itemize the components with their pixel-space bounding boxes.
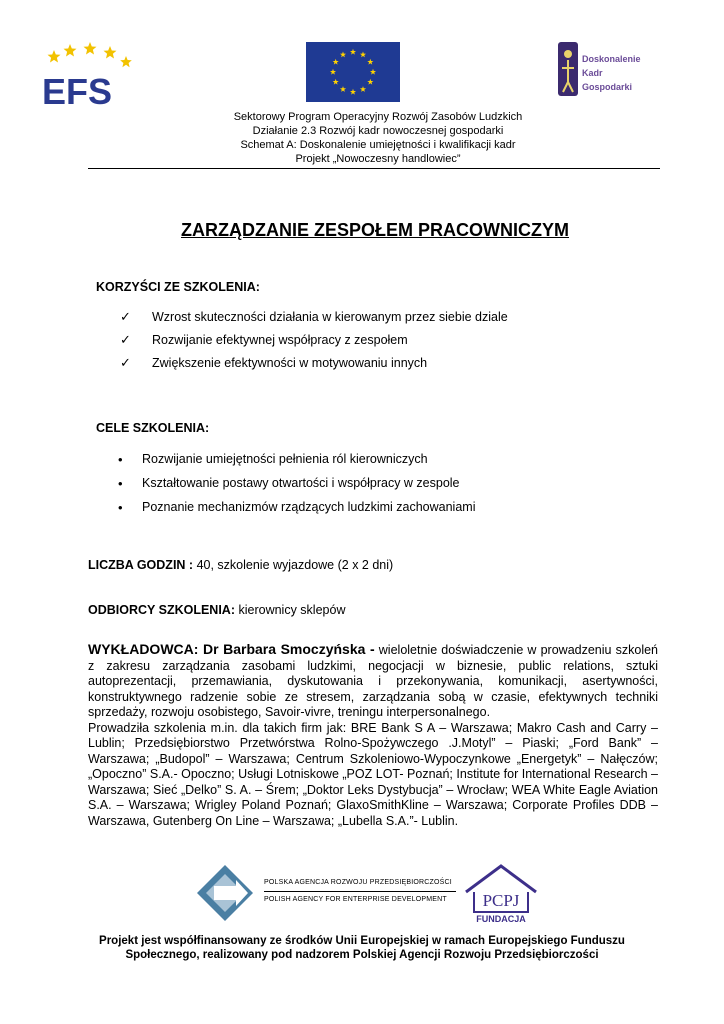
lecturer-clients: Prowadziła szkolenia m.in. dla takich firm jak: BRE Bank S A – Warszawa; Makro Cash and Carry – Lublin; Przedsiębiorstwo Przetwórstwa Rolno-Spożywczego .J.Motyl” – Piaski; „Ford Bank” – Warszawa; „Budopol” – Warszawa; Centrum Szkoleniowo-Wypoczynkowe „Energetyk” – Nałęczów; „Opoczno” S.A.- Opoczno; Usługi Lotniskowe „POZ LOT- Poznań; Institute for International Research – Warszawa; Sieć „Delko” S. A. – Śrem; „Doktor Leks Dystybucja” – Wrocław; WEA White Eagle Aviation S.A. – Warszawa; Wrigley Poland Poznań; GlaxoSmithKline – Warszawa; Corporate Profiles DDB – Warszawa, Gutenberg On Line – Warszawa; „Lubella S.A.”- Lublin.: [88, 720, 658, 828]
pcpj-name: PCPJ: [482, 891, 520, 910]
page-title: ZARZĄDZANIE ZESPOŁEM PRACOWNICZYM: [181, 220, 569, 240]
list-item-text: Kształtowanie postawy otwartości i współpracy w zespole: [142, 476, 460, 490]
hours-row: [88, 558, 393, 572]
benefits-heading: KORZYŚCI ZE SZKOLENIA:: [96, 280, 260, 294]
list-item-text: Wzrost skuteczności działania w kierowanym przez siebie dziale: [152, 310, 508, 324]
bullet-icon: •: [118, 476, 123, 491]
dkg-logo-text: [582, 52, 641, 94]
lecturer-description: wieloletnie doświadczenie w prowadzeniu szkoleń z zakresu zarządzania zasobami ludzkimi, negocjacji w biznesie, public relations, sztuki autoprezentacji, przemawiania, dyskutowania i przekonywania, komunikacji, asertywności, konstruktywnego radzenie sobie ze stresem, zarządzania sobą w czasie, efektywnych techniki sprzedaży, rozwoju osobistego, Savoir-vivre, treningu interpersonalnego.: [88, 643, 659, 719]
eu-star-icon: [360, 51, 366, 57]
pcpj-logo: [462, 862, 540, 924]
lecturer-label: WYKŁADOWCA: Dr Barbara Smoczyńska -: [88, 641, 375, 657]
recipients-value: kierownicy sklepów: [238, 603, 346, 617]
header-line: Projekt „Nowoczesny handlowiec”: [295, 153, 461, 165]
list-item-text: Rozwijanie efektywnej współpracy z zespołem: [152, 333, 408, 347]
pcpj-subtitle: FUNDACJA: [476, 914, 526, 924]
hours-label: LICZBA GODZIN :: [88, 558, 194, 572]
parp-divider: [264, 891, 456, 892]
checkmark-icon: ✓: [120, 332, 131, 347]
eu-stars-icon: [306, 42, 400, 102]
hours-value: 40, szkolenie wyjazdowe (2 x 2 dni): [196, 558, 394, 572]
bullet-icon: •: [118, 500, 123, 515]
recipients-label: ODBIORCY SZKOLENIA:: [88, 603, 235, 617]
header-divider: [88, 168, 660, 169]
checkmark-icon: ✓: [120, 355, 131, 370]
footer-line: Społecznego, realizowany pod nadzorem Polskiej Agencji Rozwoju Przedsiębiorczości: [125, 949, 599, 961]
footer-line: Projekt jest współfinansowany ze środków Unii Europejskiej w ramach Europejskiego Funduszu: [99, 935, 625, 947]
eu-star-icon: [370, 69, 376, 75]
parp-logo-icon: [196, 864, 254, 922]
list-item-text: Zwiększenie efektywności w motywowaniu innych: [152, 356, 428, 370]
header-line: Sektorowy Program Operacyjny Rozwój Zasobów Ludzkich: [233, 111, 523, 123]
footer: [0, 934, 724, 962]
header-line: Działanie 2.3 Rozwój kadr nowoczesnej gospodarki: [252, 125, 504, 137]
lecturer-bio: [88, 642, 658, 721]
list-item-text: Rozwijanie umiejętności pełnienia ról kierowniczych: [142, 452, 428, 466]
program-header: [0, 110, 724, 166]
eu-star-icon: [367, 79, 373, 85]
recipients-row: [88, 603, 345, 617]
parp-name-en: POLISH AGENCY FOR ENTERPRISE DEVELOPMENT: [264, 896, 447, 903]
eu-flag: [306, 42, 400, 102]
dkg-line: Kadr: [582, 68, 603, 78]
efs-logo: [40, 40, 140, 110]
parp-name-pl: POLSKA AGENCJA ROZWOJU PRZEDSIĘBIORCZOŚCI: [264, 879, 452, 886]
list-item-text: Poznanie mechanizmów rządzących ludzkimi zachowaniami: [142, 500, 476, 514]
goals-heading: CELE SZKOLENIA:: [96, 421, 210, 435]
eu-star-icon: [350, 49, 356, 55]
lecturer-section: [88, 642, 658, 829]
eu-star-icon: [330, 69, 336, 75]
dkg-figure-icon: [558, 42, 578, 96]
eu-star-icon: [367, 59, 373, 65]
eu-star-icon: [360, 86, 366, 92]
bullet-icon: •: [118, 452, 123, 467]
efs-logo-text: EFS: [42, 71, 113, 110]
dkg-line: Doskonalenie: [582, 54, 641, 64]
dkg-line: Gospodarki: [582, 82, 633, 92]
eu-star-icon: [350, 89, 356, 95]
eu-star-icon: [340, 51, 346, 57]
header-line: Schemat A: Doskonalenie umiejętności i kwalifikacji kadr: [240, 139, 516, 151]
eu-star-icon: [333, 59, 339, 65]
checkmark-icon: ✓: [120, 309, 131, 324]
eu-star-icon: [333, 79, 339, 85]
dkg-logo: [558, 42, 578, 96]
eu-star-icon: [340, 86, 346, 92]
